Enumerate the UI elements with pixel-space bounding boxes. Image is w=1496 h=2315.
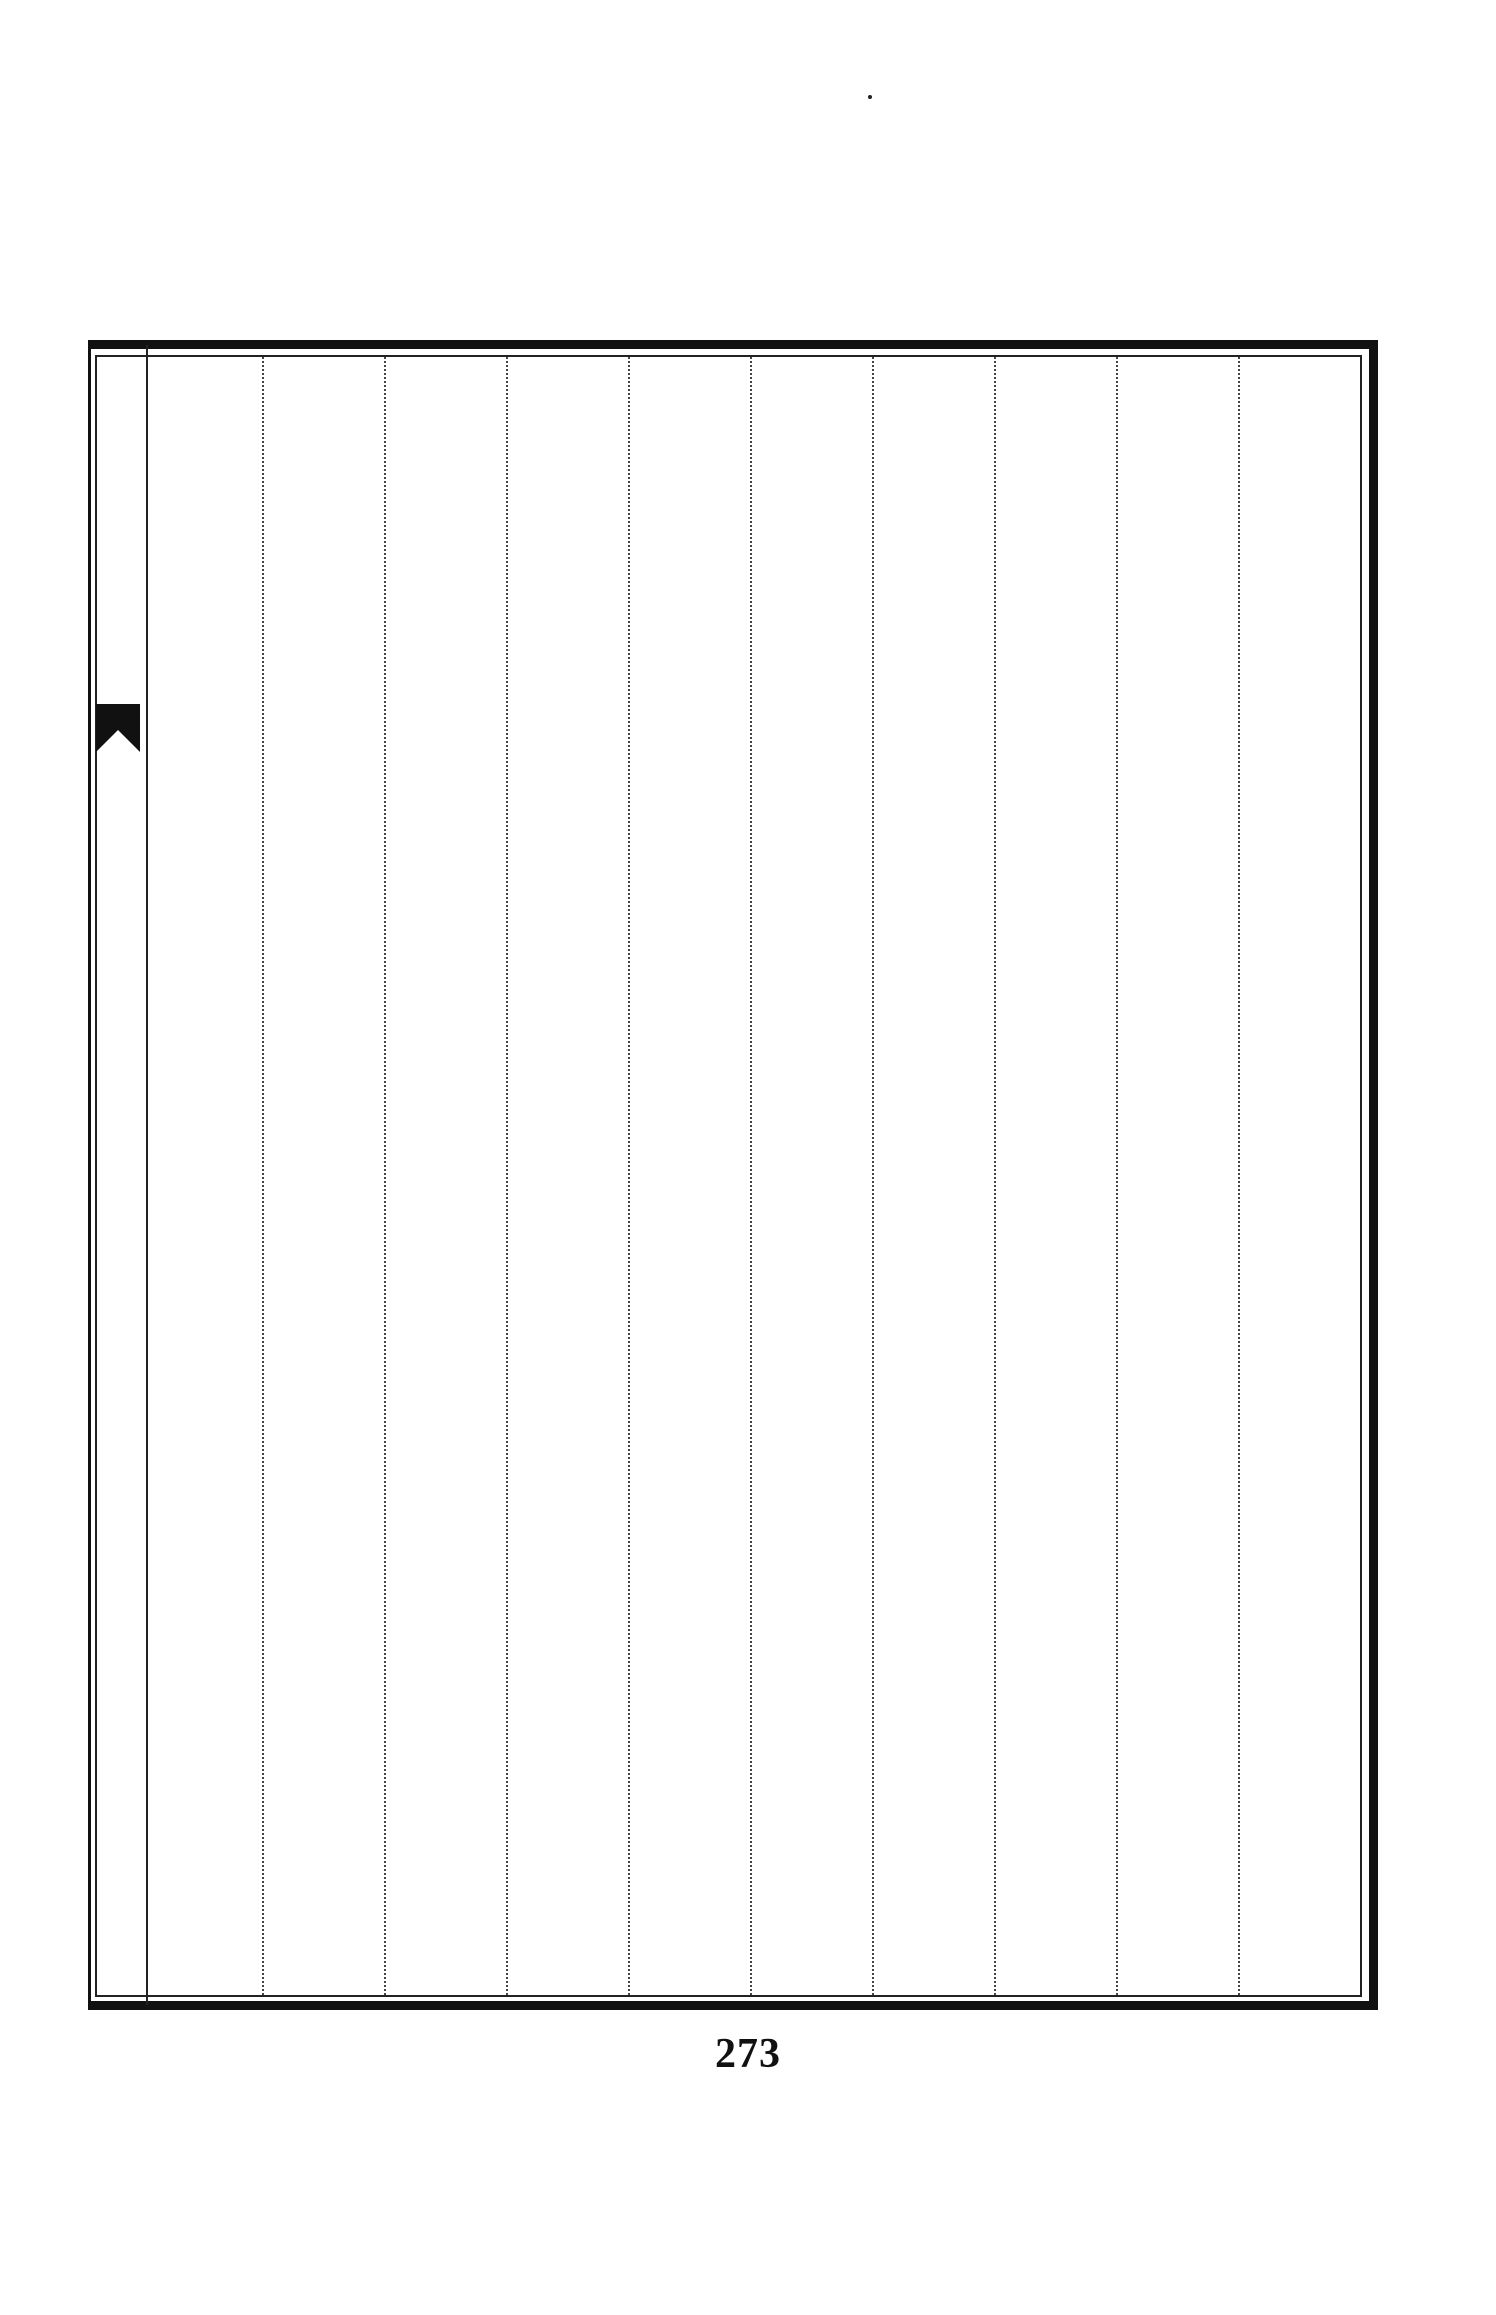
text-column-8 (384, 370, 506, 1990)
text-column-6 (628, 370, 750, 1990)
text-column-5 (750, 370, 872, 1990)
text-column-10 (140, 370, 262, 1990)
text-column-7 (506, 370, 628, 1990)
text-column-3 (994, 370, 1116, 1990)
text-column-9 (262, 370, 384, 1990)
text-column-2 (1116, 370, 1238, 1990)
text-column-4 (872, 370, 994, 1990)
text-column-1 (1238, 370, 1360, 1990)
page-number: 273 (715, 2031, 781, 2077)
side-tab (88, 345, 148, 2005)
text-columns (140, 370, 1360, 1990)
ink-speck (868, 95, 872, 99)
fish-tail-icon (92, 700, 144, 756)
